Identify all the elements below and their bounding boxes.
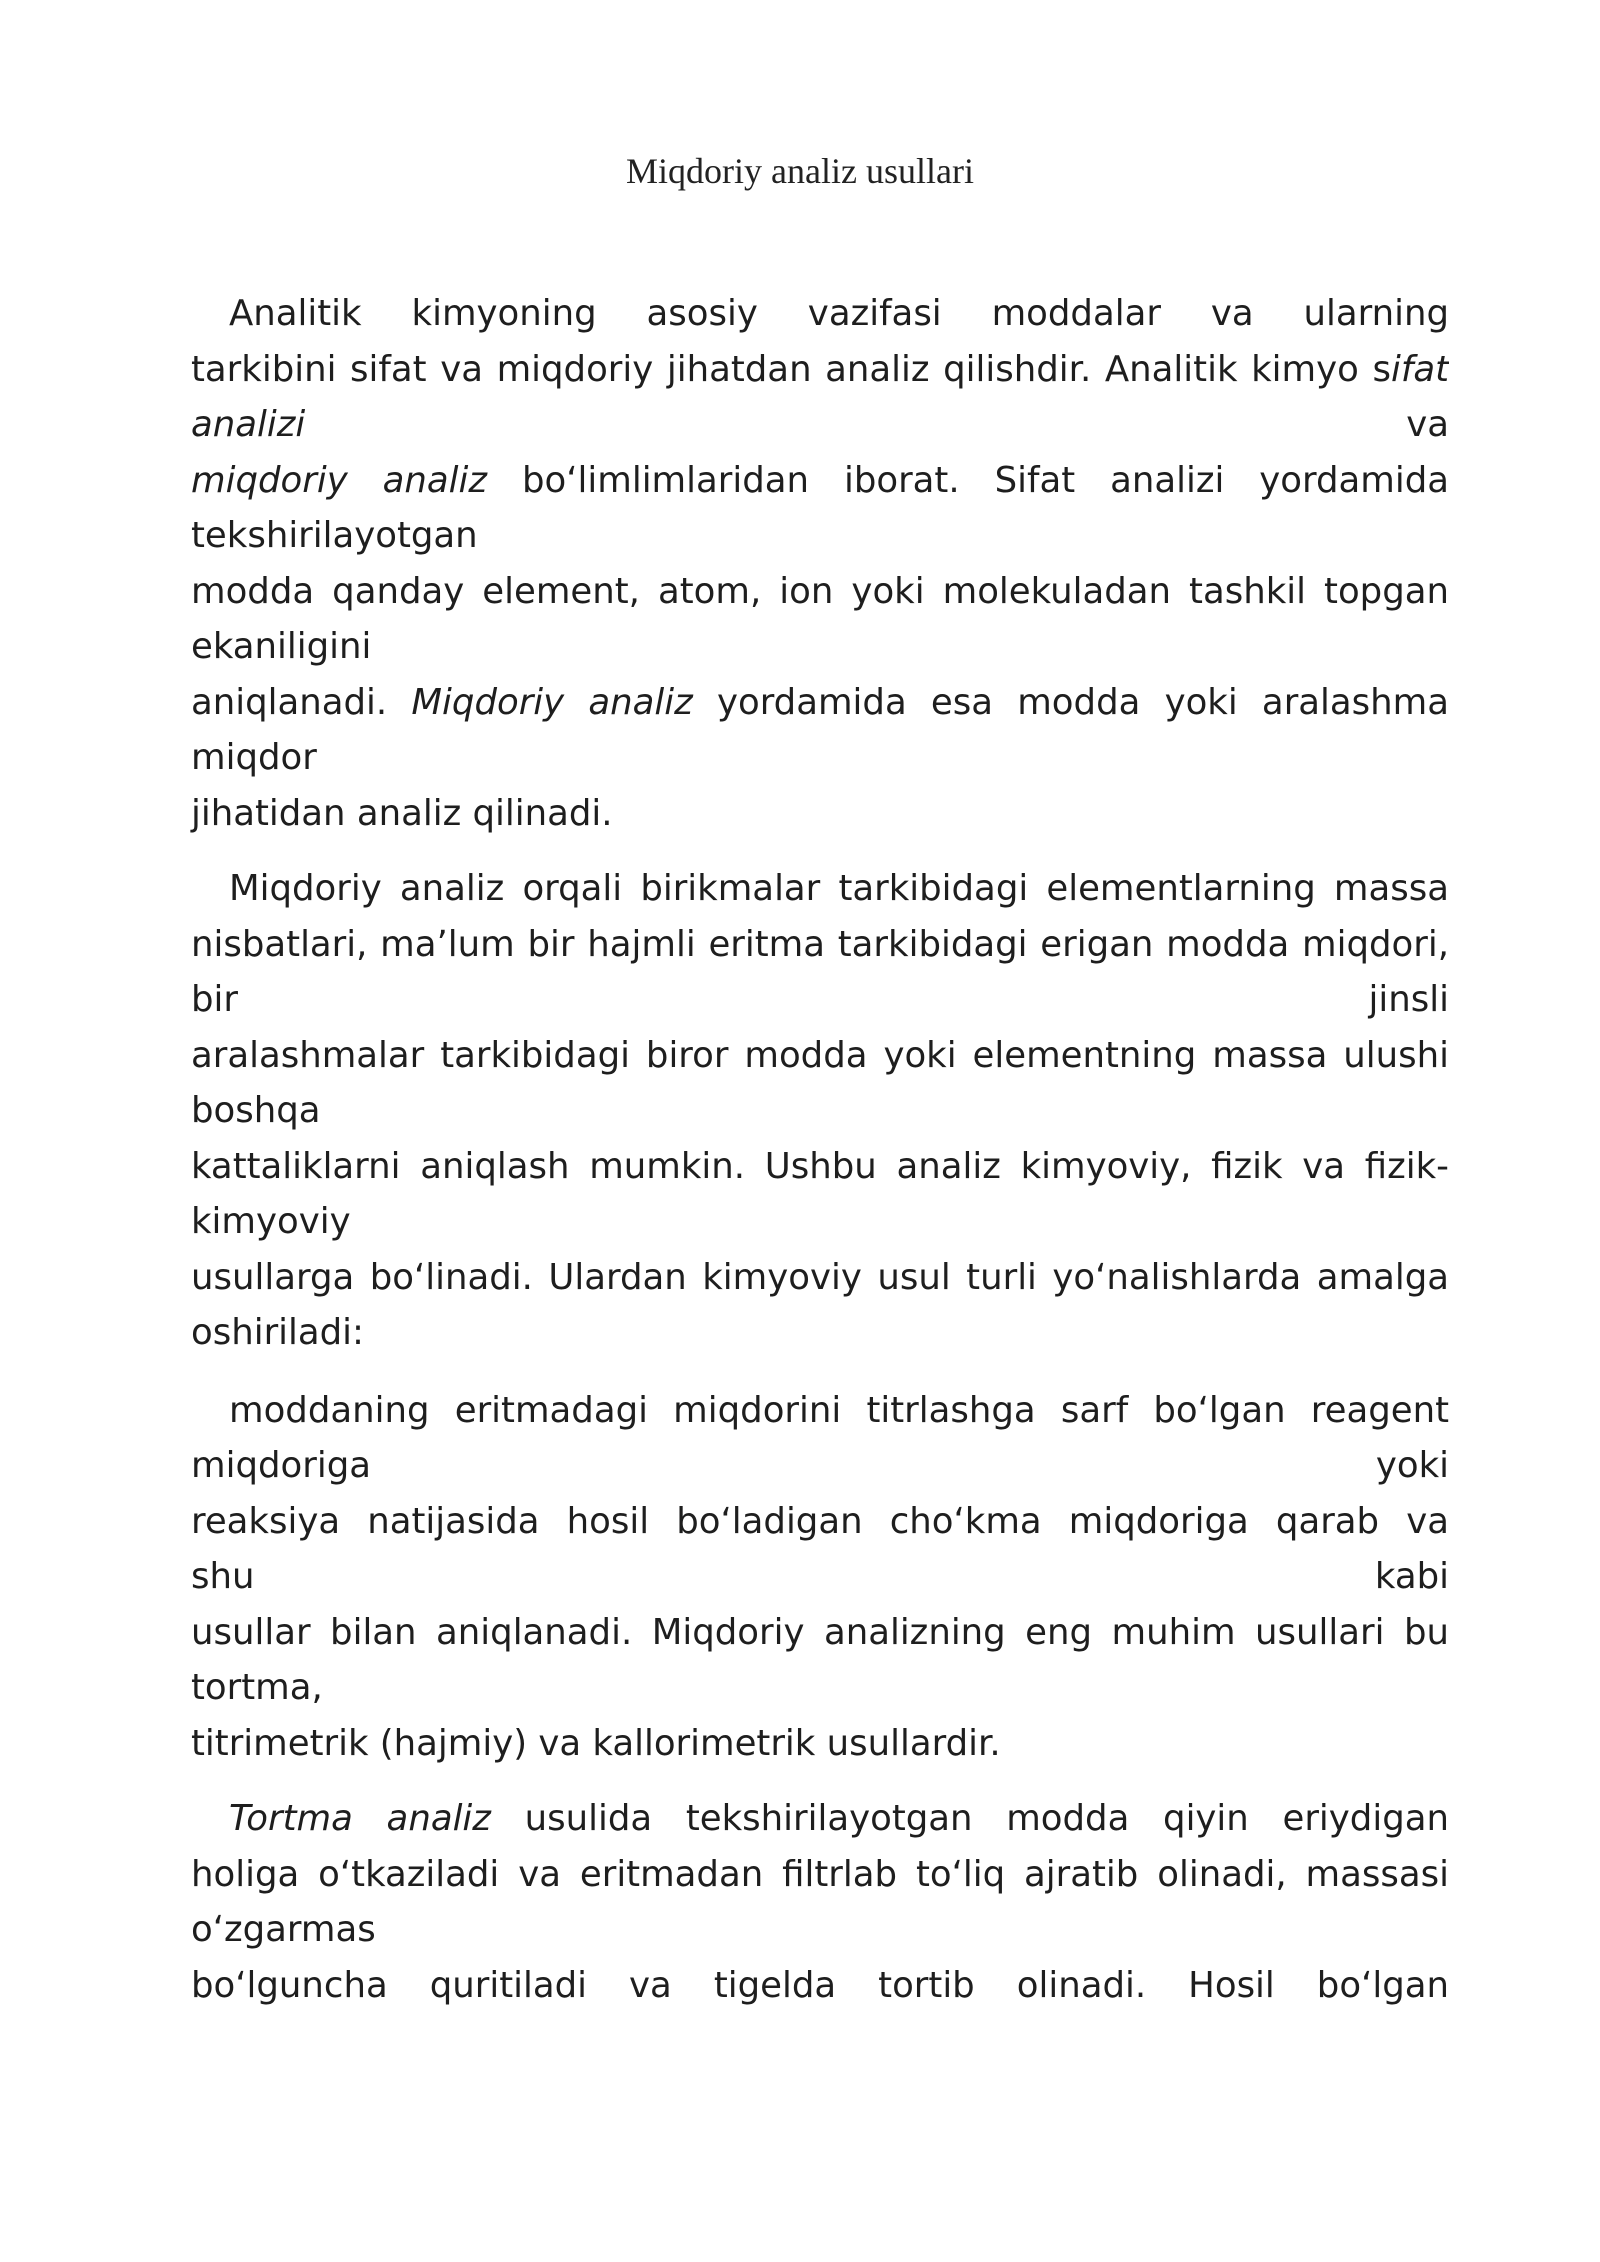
text-line: tekshirilayotgan	[191, 515, 478, 556]
text-line: modda qanday element, atom, ion yoki molekuladan tashkil topgan	[191, 570, 1449, 612]
text-line: reaksiya natijasida hosil bo‘ladigan cho‘kma miqdoriga qarab va	[191, 1500, 1449, 1542]
text-line: holiga o‘tkaziladi va eritmadan filtrlab to‘liq ajratib olinadi, massasi	[191, 1853, 1449, 1895]
paragraph-spacer	[191, 1771, 1449, 1791]
text-line: miqdoriga yoki	[191, 1445, 1449, 1486]
text-line: usullar bilan aniqlanadi. Miqdoriy analizning eng muhim usullari bu	[191, 1611, 1449, 1653]
text-line: tortma,	[191, 1667, 323, 1708]
text-line: nisbatlari, ma’lum bir hajmli eritma tarkibidagi erigan modda miqdori,	[191, 923, 1449, 965]
text-line: moddaning eritmadagi miqdorini titrlashga sarf bo‘lgan reagent	[229, 1389, 1449, 1431]
text-line: shu kabi	[191, 1556, 1449, 1597]
text-line: analizi va	[191, 404, 1449, 445]
page-title: Miqdoriy analiz usullari	[626, 151, 974, 191]
text-line: bir jinsli	[191, 979, 1449, 1020]
text-line: bo‘lguncha quritiladi va tigelda tortib olinadi. Hosil bo‘lgan	[191, 1964, 1449, 2006]
text-line: tarkibini sifat va miqdoriy jihatdan analiz qilishdir. Analitik kimyo sifat	[191, 348, 1449, 390]
text-line: kattaliklarni aniqlash mumkin. Ushbu analiz kimyoviy, fizik va fizik-	[191, 1145, 1449, 1187]
text-line: jihatidan analiz qilinadi.	[191, 792, 613, 834]
text-line: usullarga bo‘linadi. Ulardan kimyoviy usul turli yo‘nalishlarda amalga	[191, 1256, 1449, 1298]
text-line: Tortma analiz usulida tekshirilayotgan modda qiyin eriydigan	[229, 1798, 1449, 1839]
paragraph	[191, 286, 1449, 841]
paragraph	[191, 861, 1449, 1361]
text-line: kimyoviy	[191, 1201, 351, 1242]
text-line: Analitik kimyoning asosiy vazifasi moddalar va ularning	[229, 293, 1449, 334]
paragraph-spacer	[191, 841, 1449, 861]
text-line: miqdor	[191, 737, 317, 778]
paragraph-spacer	[191, 1361, 1449, 1383]
text-line: oshiriladi:	[191, 1312, 365, 1353]
text-line: boshqa	[191, 1090, 321, 1131]
paragraph	[191, 1791, 1449, 2013]
text-line: aniqlanadi. Miqdoriy analiz yordamida esa modda yoki aralashma	[191, 681, 1449, 723]
text-line: aralashmalar tarkibidagi biror modda yoki elementning massa ulushi	[191, 1034, 1449, 1076]
text-line: ekaniligini	[191, 626, 372, 667]
document-body	[191, 286, 1449, 2013]
text-line: o‘zgarmas	[191, 1909, 376, 1950]
paragraph	[191, 1383, 1449, 1772]
text-line: miqdoriy analiz bo‘limlimlaridan iborat. Sifat analizi yordamida	[191, 459, 1449, 501]
text-line: Miqdoriy analiz orqali birikmalar tarkibidagi elementlarning massa	[229, 868, 1449, 909]
text-line: titrimetrik (hajmiy) va kallorimetrik usullardir.	[191, 1722, 1001, 1764]
